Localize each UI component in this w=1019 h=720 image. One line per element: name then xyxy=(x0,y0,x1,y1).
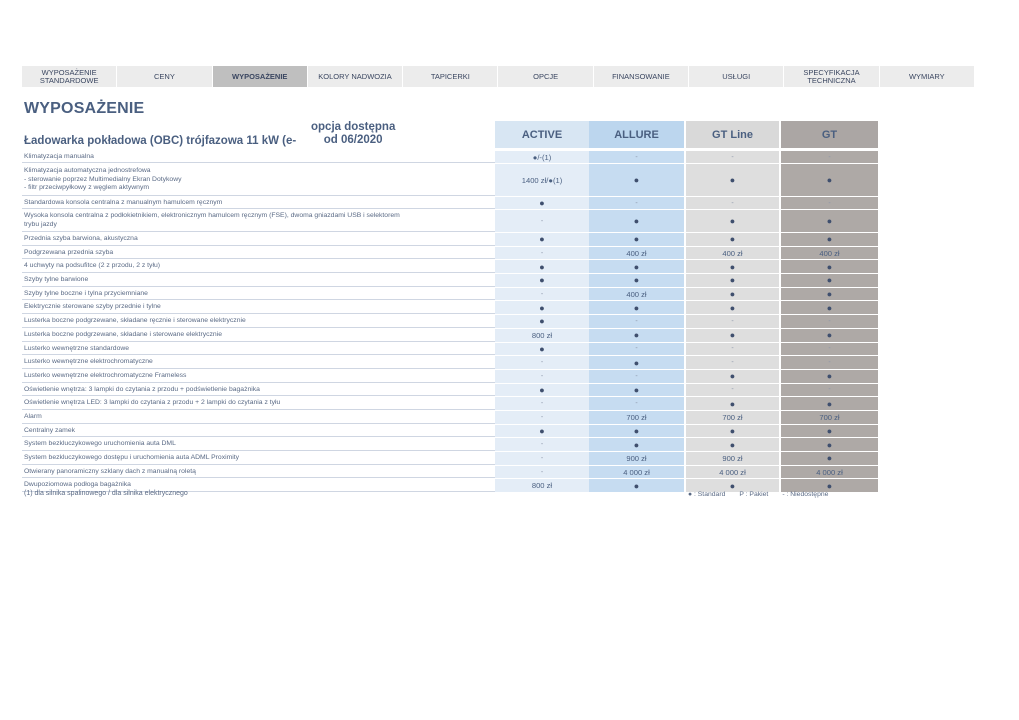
table-row xyxy=(22,210,878,233)
cell-active xyxy=(495,329,589,342)
cell-allure xyxy=(589,301,684,314)
cell-active xyxy=(495,411,589,424)
standard-dot-icon: ● xyxy=(633,425,640,436)
standard-dot-icon: ● xyxy=(729,275,736,286)
cell-allure xyxy=(589,479,684,492)
feature-line: Alarm xyxy=(24,412,42,420)
standard-dot-icon: ● xyxy=(729,330,736,341)
cell-active xyxy=(495,164,589,196)
standard-dot-icon: ● xyxy=(826,261,833,272)
table-row xyxy=(22,260,878,274)
cell-gt-line xyxy=(686,288,779,301)
legend-package: P : Pakiet xyxy=(739,491,769,498)
standard-dot-icon: ● xyxy=(826,425,833,436)
price-value: 900 zł xyxy=(722,453,743,463)
standard-dot-icon: ● xyxy=(633,357,640,368)
feature-line: - sterowanie poprzez Multimedialny Ekran Dotykowy xyxy=(24,175,182,183)
cell-allure xyxy=(589,343,684,356)
feature-line: Dwupoziomowa podłoga bagażnika xyxy=(24,481,131,489)
table-row xyxy=(22,274,878,288)
feature-name xyxy=(22,288,495,301)
feature-name xyxy=(22,384,495,397)
standard-dot-icon: ● xyxy=(826,289,833,300)
feature-name xyxy=(22,411,495,424)
feature-name xyxy=(22,329,495,342)
unavailable-dash: - xyxy=(731,153,734,161)
standard-dot-icon: ● xyxy=(539,343,545,354)
cell-gt xyxy=(781,384,878,397)
unavailable-dash: - xyxy=(540,400,544,408)
legend-standard: ● : Standard xyxy=(688,491,726,498)
cell-allure xyxy=(589,288,684,301)
cell-gt-line xyxy=(686,466,779,479)
standard-dot-icon: ● xyxy=(633,175,640,185)
feature-name xyxy=(22,466,495,479)
unavailable-dash: - xyxy=(731,359,734,367)
standard-dot-icon: ● xyxy=(633,439,640,450)
cell-active xyxy=(495,343,589,356)
cell-gt xyxy=(781,197,878,209)
feature-name xyxy=(22,210,495,232)
cell-gt-line xyxy=(686,164,779,196)
footnote: (1) dla silnika spalinowego / dla silnika elektrycznego xyxy=(24,490,188,497)
cell-active xyxy=(495,315,589,328)
nav-tab[interactable]: TAPICERKI xyxy=(403,66,497,87)
price-value: 4 000 zł xyxy=(719,467,746,477)
standard-dot-icon: ● xyxy=(633,480,640,491)
feature-name xyxy=(22,452,495,465)
table-row xyxy=(22,452,878,466)
cell-gt xyxy=(781,466,878,479)
cell-gt-line xyxy=(686,411,779,424)
price-value: 400 zł xyxy=(819,248,840,258)
price-value: 900 zł xyxy=(626,453,647,463)
cell-active xyxy=(495,384,589,397)
cell-allure xyxy=(589,384,684,397)
price-value: 400 zł xyxy=(626,289,647,299)
nav-tab[interactable]: USŁUGI xyxy=(689,66,783,87)
cell-gt xyxy=(781,151,878,163)
standard-dot-icon: ● xyxy=(729,398,736,409)
cell-gt xyxy=(781,233,878,246)
standard-dot-icon: ● xyxy=(539,425,545,436)
table-row xyxy=(22,425,878,439)
unavailable-dash: - xyxy=(540,372,544,380)
feature-line: Lusterko wewnętrzne elektrochromatyczne Frameless xyxy=(24,371,187,379)
price-value: 400 zł xyxy=(626,248,647,258)
standard-dot-icon: ● xyxy=(633,234,640,245)
feature-line: Lusterka boczne podgrzewane, składane i sterowane elektrycznie xyxy=(24,330,222,338)
feature-name xyxy=(22,425,495,438)
unavailable-dash: - xyxy=(828,317,831,325)
feature-name xyxy=(22,343,495,356)
standard-dot-icon: ● xyxy=(826,330,833,341)
standard-dot-icon: ● xyxy=(729,216,736,226)
feature-name xyxy=(22,260,495,273)
standard-dot-icon: ● xyxy=(729,289,736,300)
price-value: 700 zł xyxy=(626,412,647,422)
nav-tab[interactable]: WYPOSAŻENIE STANDARDOWE xyxy=(22,66,116,87)
standard-dot-icon: ● xyxy=(633,330,640,341)
cell-gt-line xyxy=(686,438,779,451)
standard-dot-icon: ● xyxy=(729,261,736,272)
standard-dot-icon: ● xyxy=(729,302,736,313)
price-value: 800 zł xyxy=(531,481,553,491)
cell-gt-line xyxy=(686,233,779,246)
legend-unavailable: - : Niedostępne xyxy=(782,491,829,498)
unavailable-dash: - xyxy=(540,359,544,367)
standard-dot-icon: ● xyxy=(539,198,545,208)
cell-gt xyxy=(781,438,878,451)
table-row xyxy=(22,438,878,452)
cell-gt xyxy=(781,274,878,287)
table-row xyxy=(22,329,878,343)
cell-active xyxy=(495,260,589,273)
cell-gt xyxy=(781,411,878,424)
feature-line: trybu jazdy xyxy=(24,221,57,228)
cell-active xyxy=(495,151,589,163)
nav-tab[interactable]: CENY xyxy=(117,66,211,87)
price-value: 700 zł xyxy=(819,412,840,422)
feature-line: Szyby tylne barwione xyxy=(24,276,89,284)
cell-gt-line xyxy=(686,343,779,356)
feature-line: Podgrzewana przednia szyba xyxy=(24,248,114,256)
feature-name xyxy=(22,197,495,209)
cell-gt xyxy=(781,210,878,232)
standard-dot-icon: ● xyxy=(826,234,833,245)
feature-name xyxy=(22,164,495,196)
price-value: 4 000 zł xyxy=(623,467,650,477)
cell-gt-line xyxy=(686,397,779,410)
feature-line: 4 uchwyty na podsufitce (2 z przodu, 2 z tyłu) xyxy=(24,262,161,270)
cell-gt-line xyxy=(686,315,779,328)
feature-line: System bezkluczykowego uruchomienia auta DML xyxy=(24,440,176,448)
standard-dot-icon: ● xyxy=(826,398,833,409)
cell-allure xyxy=(589,247,684,260)
feature-name xyxy=(22,315,495,328)
cell-allure xyxy=(589,274,684,287)
equipment-table xyxy=(22,151,878,493)
cell-active xyxy=(495,210,589,232)
standard-dot-icon: ● xyxy=(729,371,736,382)
unavailable-dash: - xyxy=(731,345,734,353)
standard-dot-icon: ● xyxy=(826,480,833,491)
feature-line: - filtr przeciwpyłkowy z węglem aktywnym xyxy=(24,184,150,192)
standard-dot-icon: ● xyxy=(826,371,833,382)
unavailable-dash: - xyxy=(540,217,544,225)
cell-active xyxy=(495,233,589,246)
feature-name xyxy=(22,370,495,383)
feature-name xyxy=(22,274,495,287)
standard-dot-icon: ● xyxy=(826,439,833,450)
cell-active xyxy=(495,356,589,369)
table-row xyxy=(22,233,878,247)
cell-gt-line xyxy=(686,384,779,397)
cell-allure xyxy=(589,151,684,163)
cell-gt-line xyxy=(686,210,779,232)
standard-dot-icon: ● xyxy=(539,275,545,286)
cell-gt-line xyxy=(686,356,779,369)
feature-name xyxy=(22,438,495,451)
standard-dot-icon: ● xyxy=(539,384,545,395)
cell-gt xyxy=(781,397,878,410)
cell-allure xyxy=(589,329,684,342)
cell-gt-line xyxy=(686,274,779,287)
cell-gt xyxy=(781,356,878,369)
cell-allure xyxy=(589,411,684,424)
feature-line: Lusterka boczne podgrzewane, składane ręcznie i sterowane elektrycznie xyxy=(24,317,246,325)
price-value: 700 zł xyxy=(722,412,743,422)
availability-note xyxy=(311,121,395,146)
cell-allure xyxy=(589,370,684,383)
table-row xyxy=(22,315,878,329)
feature-line: Elektrycznie sterowane szyby przednie i tylne xyxy=(24,303,161,311)
cell-gt-line xyxy=(686,260,779,273)
price-value: 4 000 zł xyxy=(816,467,843,477)
unavailable-dash: - xyxy=(635,400,638,408)
nav-tab[interactable]: FINANSOWANIE xyxy=(594,66,688,87)
cell-active xyxy=(495,425,589,438)
column-header-gt: GT xyxy=(781,121,878,148)
table-row xyxy=(22,247,878,261)
cell-gt-line xyxy=(686,151,779,163)
standard-dot-icon: ● xyxy=(633,275,640,286)
cell-allure xyxy=(589,197,684,209)
standard-dot-icon: ● xyxy=(826,275,833,286)
table-row xyxy=(22,384,878,398)
table-row xyxy=(22,301,878,315)
unavailable-dash: - xyxy=(635,345,638,353)
column-header-active: ACTIVE xyxy=(495,121,589,148)
cell-allure xyxy=(589,164,684,196)
unavailable-dash: - xyxy=(731,317,734,325)
cell-active xyxy=(495,438,589,451)
table-row xyxy=(22,356,878,370)
standard-dot-icon: ● xyxy=(539,316,545,327)
cell-allure xyxy=(589,452,684,465)
feature-line: Centralny zamek xyxy=(24,426,75,434)
cell-gt xyxy=(781,370,878,383)
page-title: WYPOSAŻENIE xyxy=(24,100,145,117)
feature-line: Klimatyzacja manualna xyxy=(24,152,94,160)
cell-allure xyxy=(589,466,684,479)
standard-dot-icon: ● xyxy=(729,234,736,245)
feature-line: Przednia szyba barwiona, akustyczna xyxy=(24,235,138,243)
top-navigation xyxy=(22,66,974,87)
cell-allure xyxy=(589,260,684,273)
unavailable-dash: - xyxy=(540,468,544,476)
cell-allure xyxy=(589,425,684,438)
feature-name xyxy=(22,233,495,246)
cell-active xyxy=(495,397,589,410)
unavailable-dash: - xyxy=(731,199,734,207)
table-row xyxy=(22,466,878,480)
cell-allure xyxy=(589,356,684,369)
cell-gt xyxy=(781,425,878,438)
standard-dot-icon: ● xyxy=(729,175,736,185)
cell-gt-line xyxy=(686,425,779,438)
unavailable-dash: - xyxy=(635,317,638,325)
unavailable-dash: - xyxy=(540,249,544,257)
cell-active xyxy=(495,301,589,314)
standard-dot-icon: ● xyxy=(633,216,640,226)
unavailable-dash: - xyxy=(635,372,638,380)
standard-dot-icon: ● xyxy=(729,439,736,450)
cell-gt xyxy=(781,301,878,314)
feature-name xyxy=(22,397,495,410)
unavailable-dash: - xyxy=(540,454,544,462)
feature-name xyxy=(22,151,495,163)
table-row xyxy=(22,197,878,210)
cell-gt xyxy=(781,452,878,465)
feature-line: Standardowa konsola centralna z manualnym hamulcem ręcznym xyxy=(24,198,223,206)
cell-active xyxy=(495,479,589,492)
standard-dot-icon: ● xyxy=(729,480,736,491)
standard-dot-icon: ● xyxy=(826,302,833,313)
unavailable-dash: - xyxy=(828,199,831,207)
nav-tab[interactable]: OPCJE xyxy=(498,66,592,87)
standard-dot-icon: ● xyxy=(826,175,833,185)
feature-line: Otwierany panoramiczny szklany dach z manualną roletą xyxy=(24,467,196,475)
feature-name xyxy=(22,301,495,314)
unavailable-dash: - xyxy=(635,153,638,161)
cell-active xyxy=(495,466,589,479)
unavailable-dash: - xyxy=(828,359,831,367)
column-header-allure: ALLURE xyxy=(589,121,684,148)
standard-dot-icon: ● xyxy=(633,302,640,313)
feature-line: System bezkluczykowego dostępu i uruchomienia auta ADML Proximity xyxy=(24,454,240,462)
feature-name xyxy=(22,356,495,369)
cell-gt xyxy=(781,315,878,328)
cell-gt-line xyxy=(686,247,779,260)
cell-gt-line xyxy=(686,197,779,209)
feature-line: Wysoka konsola centralna z podłokietnikiem, elektronicznym hamulcem ręcznym (FSE), dwoma gniazdami USB i selektorem xyxy=(24,212,400,220)
table-row xyxy=(22,343,878,357)
table-row xyxy=(22,411,878,425)
cell-gt xyxy=(781,329,878,342)
standard-dot-icon: ● xyxy=(633,384,640,395)
price-value: ●/-(1) xyxy=(532,152,552,162)
table-row xyxy=(22,288,878,302)
cell-allure xyxy=(589,315,684,328)
unavailable-dash: - xyxy=(828,153,831,161)
standard-dot-icon: ● xyxy=(539,234,545,245)
feature-line: Oświetlenie wnętrza: 3 lampki do czytania z przodu + podświetlenie bagażnika xyxy=(24,385,260,393)
feature-line: Szyby tylne boczne i tylna przyciemniane xyxy=(24,289,148,297)
cell-gt-line xyxy=(686,370,779,383)
table-row xyxy=(22,370,878,384)
cell-active xyxy=(495,247,589,260)
cell-active xyxy=(495,288,589,301)
cell-allure xyxy=(589,210,684,232)
cell-allure xyxy=(589,438,684,451)
feature-line: Oświetlenie wnętrza LED: 3 lampki do czytania z przodu + 2 lampki do czytania z tyłu xyxy=(24,399,281,407)
cell-active xyxy=(495,370,589,383)
standard-dot-icon: ● xyxy=(539,261,545,272)
table-row xyxy=(22,164,878,197)
cell-allure xyxy=(589,233,684,246)
standard-dot-icon: ● xyxy=(729,425,736,436)
nav-tab[interactable]: SPECYFIKACJA TECHNICZNA xyxy=(784,66,878,87)
standard-dot-icon: ● xyxy=(539,302,545,313)
legend xyxy=(688,491,828,498)
standard-dot-icon: ● xyxy=(826,453,833,464)
cell-gt-line xyxy=(686,329,779,342)
column-header-gt-line: GT Line xyxy=(686,121,779,148)
cell-gt xyxy=(781,247,878,260)
section-subtitle: Ładowarka pokładowa (OBC) trójfazowa 11 kW (e- xyxy=(24,135,297,147)
cell-gt xyxy=(781,343,878,356)
cell-gt xyxy=(781,164,878,196)
cell-gt xyxy=(781,288,878,301)
cell-allure xyxy=(589,397,684,410)
cell-gt xyxy=(781,260,878,273)
cell-gt-line xyxy=(686,452,779,465)
feature-line: Lusterko wewnętrzne standardowe xyxy=(24,344,130,352)
table-row xyxy=(22,151,878,164)
feature-line: Klimatyzacja automatyczna jednostrefowa xyxy=(24,167,151,175)
nav-tab[interactable]: WYPOSAŻENIE xyxy=(213,66,307,87)
unavailable-dash: - xyxy=(540,413,544,421)
unavailable-dash: - xyxy=(635,199,638,207)
price-value: 800 zł xyxy=(531,330,553,340)
unavailable-dash: - xyxy=(828,386,831,394)
feature-name xyxy=(22,247,495,260)
cell-active xyxy=(495,452,589,465)
price-value: 1400 zł/●(1) xyxy=(521,175,563,185)
price-value: 400 zł xyxy=(722,248,743,258)
feature-line: Lusterko wewnętrzne elektrochromatyczne xyxy=(24,358,153,366)
standard-dot-icon: ● xyxy=(633,261,640,272)
availability-note-line: od 06/2020 xyxy=(323,133,383,146)
nav-tab[interactable]: WYMIARY xyxy=(880,66,974,87)
standard-dot-icon: ● xyxy=(826,216,833,226)
unavailable-dash: - xyxy=(540,290,544,298)
unavailable-dash: - xyxy=(828,345,831,353)
cell-active xyxy=(495,197,589,209)
cell-active xyxy=(495,274,589,287)
table-row xyxy=(22,397,878,411)
nav-tab[interactable]: KOLORY NADWOZIA xyxy=(308,66,402,87)
unavailable-dash: - xyxy=(540,441,544,449)
cell-gt-line xyxy=(686,301,779,314)
availability-note-line: opcja dostępna xyxy=(311,121,396,133)
unavailable-dash: - xyxy=(731,386,734,394)
